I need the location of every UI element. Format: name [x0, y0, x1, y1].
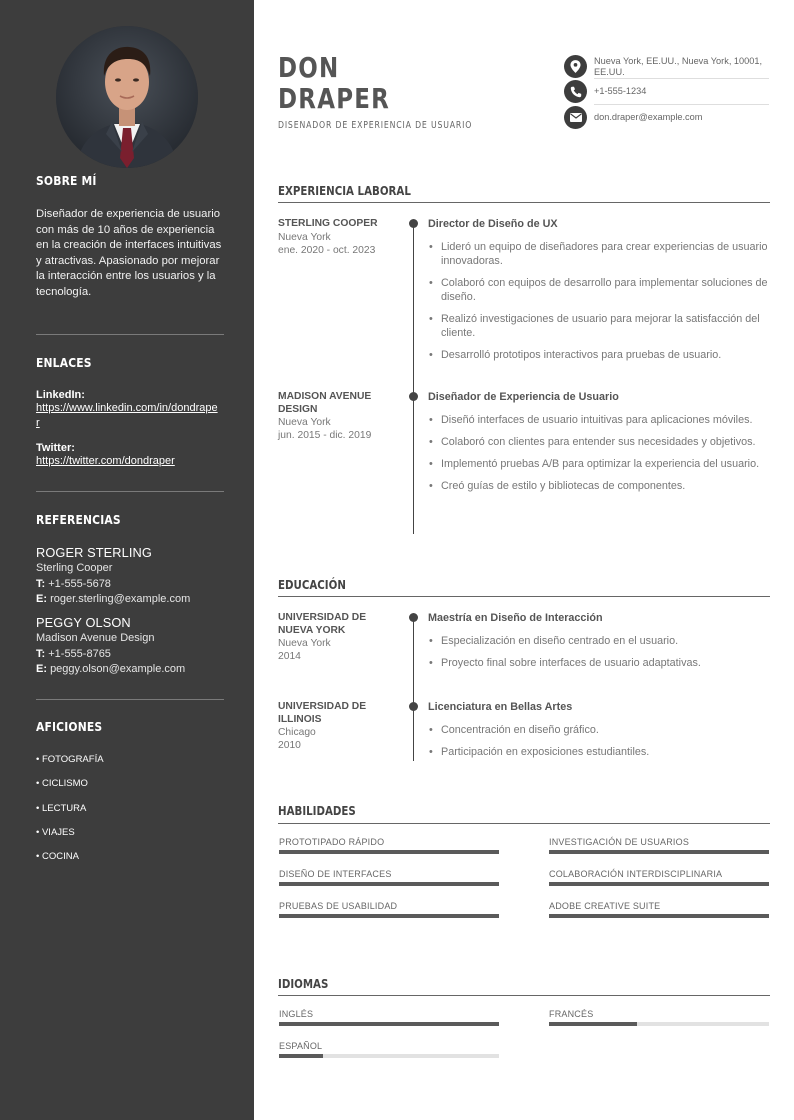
degree-title: Licenciatura en Bellas Artes [428, 701, 573, 713]
references-section [36, 512, 224, 677]
skill-bar-fill [549, 850, 769, 854]
profile-photo [56, 26, 198, 168]
bullet-item: • Realizó investigaciones de usuario para mejorar la satisfacción del cliente. [428, 312, 770, 340]
dates: jun. 2015 - dic. 2019 [278, 430, 372, 441]
organization: MADISON AVENUE DESIGN [278, 391, 372, 415]
hobby-item: • LECTURA [36, 802, 87, 814]
skill-bar-track [549, 914, 769, 918]
skill-item [549, 869, 769, 879]
skill-bar-track [549, 850, 769, 854]
about-text: Diseñador de experiencia de usuario con más de 10 años de experiencia en la creación de interfaces intuitivas y atractivas. Apasionado por mejorar la interacción entre los usuarios y la tecnología. [36, 208, 222, 298]
language-bar-fill [279, 1022, 499, 1026]
bullet-item: • Diseñó interfaces de usuario intuitivas para aplicaciones móviles. [428, 413, 770, 427]
bullet-item: • Desarrolló prototipos interactivos para pruebas de usuario. [428, 348, 770, 362]
languages-heading: IDIOMAS [278, 976, 329, 991]
reference-company: Madison Avenue Design [36, 632, 155, 644]
education-heading: EDUCACIÓN [278, 577, 346, 592]
section-divider [278, 995, 770, 996]
experience-entry [278, 391, 770, 541]
organization: STERLING COOPER [278, 218, 378, 229]
bullet-item: • Concentración en diseño gráfico. [428, 723, 770, 737]
skill-bar-track [279, 882, 499, 886]
bullet-item: • Especialización en diseño centrado en el usuario. [428, 634, 770, 648]
location-pin-icon [564, 55, 587, 78]
skill-label: PRUEBAS DE USABILIDAD [279, 901, 398, 911]
skill-item [279, 901, 499, 911]
skill-bar-fill [549, 882, 769, 886]
skill-bar-track [279, 914, 499, 918]
timeline-dot [409, 392, 418, 401]
language-item [549, 1009, 769, 1019]
language-bar-fill [279, 1054, 323, 1058]
entry-meta [278, 391, 400, 442]
location: Chicago [278, 727, 316, 738]
divider [36, 334, 224, 335]
reference-email: E: peggy.olson@example.com [36, 663, 186, 675]
hobby-item: • FOTOGRAFÍA [36, 754, 104, 765]
experience-entry [278, 218, 770, 414]
skill-item [549, 837, 769, 847]
contact-email[interactable]: don.draper@example.com [594, 112, 703, 122]
phone-icon [564, 80, 587, 103]
reference-name: ROGER STERLING [36, 545, 152, 560]
entry-details [428, 218, 770, 370]
reference-item [36, 545, 224, 607]
link-item-linkedin [36, 389, 224, 431]
language-label: INGLÉS [279, 1009, 314, 1019]
full-name [278, 52, 390, 114]
skill-bar-track [549, 882, 769, 886]
skills-heading: HABILIDADES [278, 803, 356, 818]
contact-phone: +1-555-1234 [594, 86, 647, 96]
degree-title: Maestría en Diseño de Interacción [428, 612, 603, 624]
bullet-list [428, 723, 770, 759]
link-item-twitter [36, 442, 224, 469]
reference-company: Sterling Cooper [36, 562, 113, 574]
language-bar-track [279, 1022, 499, 1026]
section-divider [278, 596, 770, 597]
institution: UNIVERSIDAD DE ILLINOIS [278, 701, 367, 725]
about-section [36, 173, 224, 301]
skill-label: DISEÑO DE INTERFACES [279, 869, 392, 879]
language-item [279, 1041, 499, 1051]
dates: 2010 [278, 740, 301, 751]
timeline-line [413, 223, 414, 393]
links-section [36, 355, 224, 469]
email-icon [564, 106, 587, 129]
timeline-dot [409, 219, 418, 228]
sidebar [0, 0, 254, 1120]
link-label: Twitter: [36, 442, 75, 454]
skill-bar-track [279, 850, 499, 854]
timeline-dot [409, 702, 418, 711]
reference-name: PEGGY OLSON [36, 615, 131, 630]
language-label: ESPAÑOL [279, 1041, 323, 1051]
role-title: Diseñador de Experiencia de Usuario [428, 391, 619, 403]
skill-label: PROTOTIPADO RÁPIDO [279, 837, 385, 847]
skill-item [279, 837, 499, 847]
education-entry [278, 612, 770, 692]
bullet-item: • Creó guías de estilo y bibliotecas de componentes. [428, 479, 770, 493]
entry-meta [278, 612, 400, 663]
divider [594, 104, 769, 105]
job-title: DISEÑADOR DE EXPERIENCIA DE USUARIO [278, 120, 473, 131]
hobbies-heading: AFICIONES [36, 719, 103, 734]
section-divider [278, 823, 770, 824]
reference-item [36, 615, 224, 677]
experience-heading: EXPERIENCIA LABORAL [278, 183, 411, 198]
link-label: LinkedIn: [36, 389, 85, 401]
language-bar-track [549, 1022, 769, 1026]
bullet-list [428, 634, 770, 670]
bullet-item: • Lideró un equipo de diseñadores para crear experiencias de usuario innovadoras. [428, 240, 770, 268]
contact-address: Nueva York, EE.UU., Nueva York, 10001, EE.UU. [594, 56, 763, 77]
skill-label: COLABORACIÓN INTERDISCIPLINARIA [549, 869, 723, 879]
dates: ene. 2020 - oct. 2023 [278, 244, 376, 256]
reference-phone: T: +1-555-8765 [36, 648, 111, 660]
bullet-list [428, 240, 770, 362]
timeline-line [413, 396, 414, 534]
reference-phone: T: +1-555-5678 [36, 578, 111, 590]
timeline-dot [409, 613, 418, 622]
language-item [279, 1009, 499, 1019]
skill-label: INVESTIGACIÓN DE USUARIOS [549, 837, 690, 847]
location: Nueva York [278, 638, 331, 649]
hobby-item: • COCINA [36, 851, 79, 863]
dates: 2014 [278, 651, 301, 662]
bullet-item: • Implementó pruebas A/B para optimizar la experiencia del usuario. [428, 457, 770, 471]
language-bar-track [279, 1054, 499, 1058]
twitter-link[interactable]: https://twitter.com/dondraper [36, 455, 175, 467]
entry-details [428, 612, 770, 678]
entry-details [428, 701, 770, 767]
bullet-item: • Proyecto final sobre interfaces de usuario adaptativas. [428, 656, 770, 670]
skill-label: ADOBE CREATIVE SUITE [549, 901, 661, 911]
skill-bar-fill [279, 914, 499, 918]
hobby-list [36, 754, 224, 875]
first-name: DON [278, 51, 340, 84]
role-title: Director de Diseño de UX [428, 218, 558, 230]
hobbies-section [36, 719, 224, 875]
hobby-item: • VIAJES [36, 826, 75, 838]
education-entry [278, 701, 770, 765]
entry-meta [278, 218, 400, 257]
location: Nueva York [278, 231, 331, 243]
divider [36, 699, 224, 700]
skill-bar-fill [549, 914, 769, 918]
skill-item [549, 901, 769, 911]
bullet-item: • Colaboró con equipos de desarrollo para implementar soluciones de diseño. [428, 276, 770, 304]
about-heading: SOBRE MÍ [36, 173, 97, 188]
links-heading: ENLACES [36, 355, 92, 370]
institution: UNIVERSIDAD DE NUEVA YORK [278, 612, 367, 636]
hobby-item: • CICLISMO [36, 778, 88, 790]
skill-bar-fill [279, 850, 499, 854]
timeline-line [413, 706, 414, 761]
bullet-item: • Colaboró con clientes para entender sus necesidades y objetivos. [428, 435, 770, 449]
references-heading: REFERENCIAS [36, 512, 121, 527]
last-name: DRAPER [278, 82, 391, 115]
language-label: FRANCÉS [549, 1009, 594, 1019]
skill-bar-fill [279, 882, 499, 886]
bullet-item: • Participación en exposiciones estudiantiles. [428, 745, 770, 759]
entry-details [428, 391, 770, 501]
skill-item [279, 869, 499, 879]
bullet-list [428, 413, 770, 493]
timeline-line [413, 617, 414, 707]
avatar [56, 26, 198, 168]
linkedin-link[interactable]: https://www.linkedin.com/in/dondraper [36, 402, 218, 429]
entry-meta [278, 701, 400, 752]
language-bar-fill [549, 1022, 637, 1026]
divider [594, 78, 769, 79]
location: Nueva York [278, 417, 331, 428]
section-divider [278, 202, 770, 203]
divider [36, 491, 224, 492]
reference-email: E: roger.sterling@example.com [36, 593, 191, 605]
